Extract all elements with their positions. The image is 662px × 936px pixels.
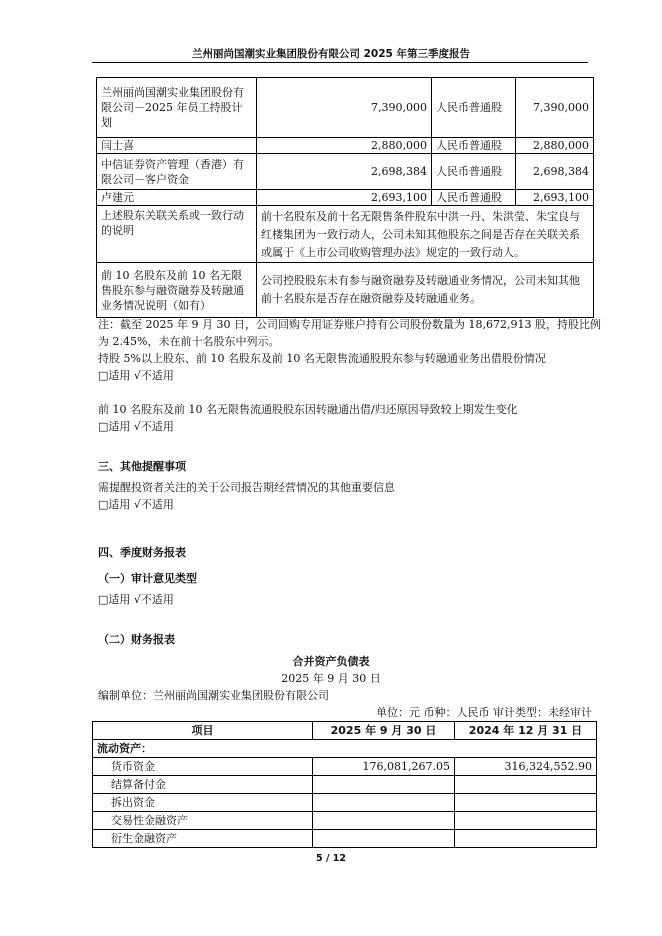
table-row: [97, 154, 594, 190]
balance-sheet-title: 合并资产负债表: [292, 655, 370, 668]
item-name: 拆出资金: [93, 794, 313, 812]
column-header: 2025 年 9 月 30 日: [313, 722, 455, 740]
shares-held: 2,880,000: [257, 138, 432, 154]
column-header: 项目: [93, 722, 313, 740]
header-divider: [92, 62, 588, 63]
lending-title: 持股 5%以上股东、前 10 名股东及前 10 名无限售流通股股东参与转融通业务出借股份情况: [98, 352, 546, 365]
relation-label: 上述股东关联关系或一致行动的说明: [97, 206, 257, 263]
value-prior: 316,324,552.90: [455, 758, 597, 776]
value-prior: [455, 776, 597, 794]
page-number: 5 / 12: [316, 853, 346, 864]
share-count: 7,390,000: [516, 78, 594, 138]
item-name: 货币资金: [93, 758, 313, 776]
section-3-title: 三、其他提醒事项: [98, 460, 186, 473]
balance-sheet-table: [92, 721, 597, 848]
value-current: [313, 812, 455, 830]
table-row: [93, 776, 597, 794]
column-header: 2024 年 12 月 31 日: [455, 722, 597, 740]
section-3-checkbox: □适用 √不适用: [98, 498, 174, 511]
value-prior: [455, 794, 597, 812]
currency-line: 单位：元 币种：人民币 审计类型：未经审计: [376, 706, 592, 719]
shares-held: 2,693,100: [257, 190, 432, 206]
table-row: [93, 758, 597, 776]
margin-text: 公司控股股东未有参与融资融券及转融通业务情况，公司未知其他前十名股东是否存在融资融券及转融通业务。: [257, 263, 594, 318]
table-row: [93, 794, 597, 812]
shareholder-name: 闫士喜: [97, 138, 257, 154]
subsection-2-title: （二）财务报表: [98, 633, 175, 646]
table-row: [97, 263, 594, 318]
shares-held: 2,698,384: [257, 154, 432, 190]
value-current: [313, 776, 455, 794]
value-current: 176,081,267.05: [313, 758, 455, 776]
share-count: 2,698,384: [516, 154, 594, 190]
table-row: [97, 138, 594, 154]
preparer-unit: 编制单位：兰州丽尚国潮实业集团股份有限公司: [98, 689, 329, 702]
shareholder-name: 兰州丽尚国潮实业集团股份有限公司－2025 年员工持股计划: [97, 78, 257, 138]
note-line-1: 注：截至 2025 年 9 月 30 日，公司回购专用证券账户持有公司股份数量为 18,672,913 股，持股比例: [98, 318, 601, 331]
subsection-1-title: （一）审计意见类型: [98, 572, 197, 585]
balance-sheet-date: 2025 年 9 月 30 日: [281, 672, 381, 685]
change-title: 前 10 名股东及前 10 名无限售流通股股东因转融通出借/归还原因导致较上期发生变化: [98, 403, 518, 416]
share-count: 2,693,100: [516, 190, 594, 206]
table-row: [97, 206, 594, 263]
note-line-2: 为 2.45%，未在前十名股东中列示。: [98, 335, 280, 348]
item-name: 结算备付金: [93, 776, 313, 794]
value-prior: [455, 830, 597, 848]
relation-text: 前十名股东及前十名无限售条件股东中洪一丹、朱洪莹、朱宝良与红楼集团为一致行动人，公司未知其他股东之间是否存在关联关系或属于《上市公司收购管理办法》规定的一致行动人。: [257, 206, 594, 263]
table-row: [93, 830, 597, 848]
shareholder-name: 卢建元: [97, 190, 257, 206]
margin-label: 前 10 名股东及前 10 名无限售股东参与融资融券及转融通业务情况说明（如有）: [97, 263, 257, 318]
table-row: [97, 190, 594, 206]
share-type: 人民币普通股: [432, 78, 516, 138]
item-name: 衍生金融资产: [93, 830, 313, 848]
value-prior: [455, 812, 597, 830]
section-label: 流动资产：: [93, 740, 597, 758]
value-current: [313, 794, 455, 812]
lending-checkbox: □适用 √不适用: [98, 369, 174, 382]
table-row: [93, 812, 597, 830]
table-header-row: [93, 722, 597, 740]
share-count: 2,880,000: [516, 138, 594, 154]
table-row: [93, 740, 597, 758]
table-row: [97, 78, 594, 138]
item-name: 交易性金融资产: [93, 812, 313, 830]
section-4-title: 四、季度财务报表: [98, 546, 186, 559]
share-type: 人民币普通股: [432, 138, 516, 154]
value-current: [313, 830, 455, 848]
shareholder-name: 中信证券资产管理（香港）有限公司－客户资金: [97, 154, 257, 190]
share-type: 人民币普通股: [432, 154, 516, 190]
shares-held: 7,390,000: [257, 78, 432, 138]
shareholder-table: [96, 77, 594, 318]
change-checkbox: □适用 √不适用: [98, 420, 174, 433]
section-3-text: 需提醒投资者关注的关于公司报告期经营情况的其他重要信息: [98, 481, 395, 494]
share-type: 人民币普通股: [432, 190, 516, 206]
subsection-1-checkbox: □适用 √不适用: [98, 593, 174, 606]
page-header: 兰州丽尚国潮实业集团股份有限公司 2025 年第三季度报告: [191, 48, 471, 60]
